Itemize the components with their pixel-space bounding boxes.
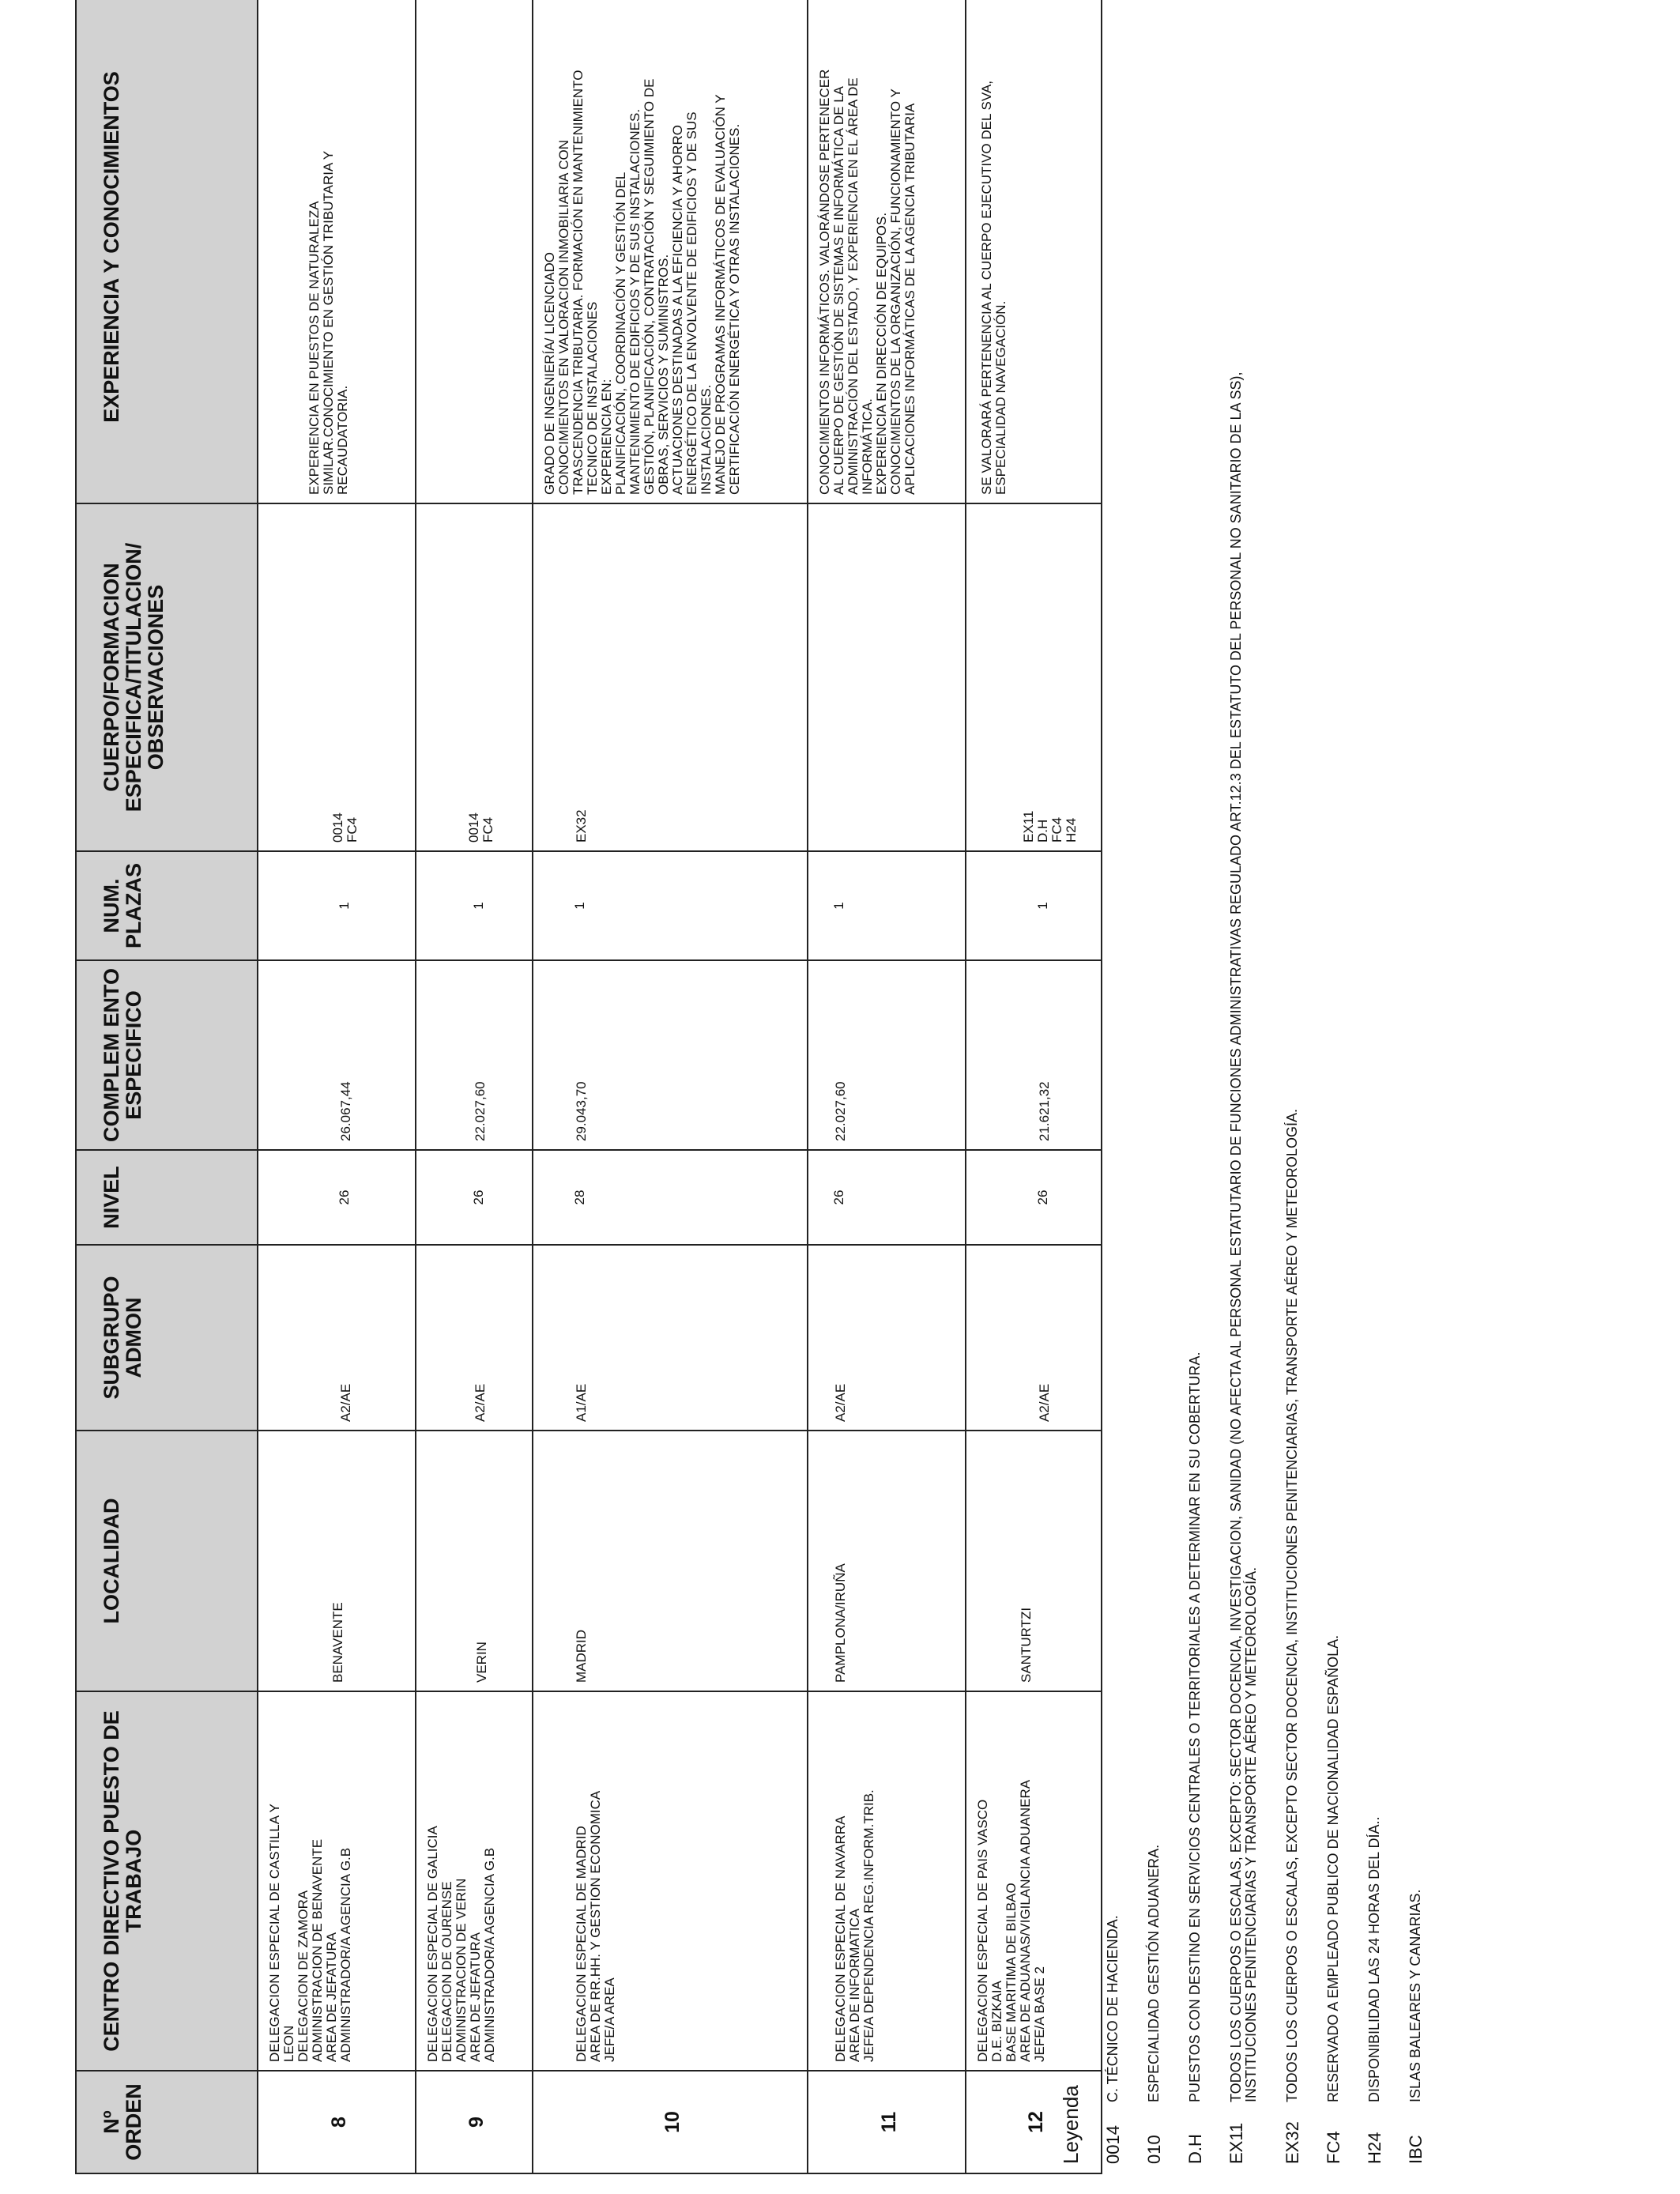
localidad-cell — [808, 1431, 966, 1691]
experiencia-line: PLANIFICACIÓN, COORDINACIÓN Y GESTIÓN DEL — [613, 172, 628, 495]
plazas-value: 1 — [831, 902, 846, 910]
experiencia-line: ENERGÉTICO DE LA ENVOLVENTE DE EDIFICIOS Y DE SUS — [684, 111, 699, 495]
legend-code: 0014 — [1103, 2125, 1123, 2164]
centro-line: LEON — [281, 2025, 296, 2062]
localidad-cell — [258, 1431, 416, 1691]
experiencia-line: MANEJO DE PROGRAMAS INFORMÁTICOS DE EVALUACIÓN Y — [713, 94, 728, 495]
localidad-value: BENAVENTE — [330, 1602, 345, 1683]
centro-line: D.E. BIZKAIA — [989, 1981, 1004, 2062]
experiencia-cell — [416, 0, 533, 503]
table-row — [533, 0, 808, 2173]
centro-line: DELEGACION ESPECIAL DE MADRID — [574, 1826, 589, 2062]
experiencia-line: CONOCIMIENTOS INFORMÁTICOS. VALORÁNDOSE PERTENECER — [817, 69, 832, 495]
legend-text-line: C. TÉCNICO DE HACIENDA. — [1105, 1915, 1121, 2102]
complemento-value: 29.043,70 — [574, 1081, 589, 1141]
cuerpo-cell — [533, 503, 808, 851]
experiencia-line: MANTENIMIENTO DE EDIFICIOS Y DE SUS INSTALACIONES. — [627, 108, 642, 495]
centro-line: ADMINISTRADOR/A AGENCIA G.B — [482, 1847, 497, 2062]
legend-text-line: INSTITUCIONES PENITENCIARIAS Y TRANSPORTE AÉREO Y METEOROLOGÍA. — [1243, 1566, 1259, 2102]
experiencia-line: ESPECIALIDAD NAVEGACIÓN. — [993, 300, 1008, 495]
cuerpo-code: FC4 — [480, 816, 495, 843]
header-plazas: NUM. PLAZAS — [76, 851, 258, 960]
centro-cell — [808, 1691, 966, 2071]
experiencia-line: CERTIFICACIÓN ENERGÉTICA Y OTRAS INSTALACIONES. — [727, 123, 742, 495]
centro-cell — [416, 1691, 533, 2071]
table-row — [808, 0, 966, 2173]
legend-code: 010 — [1144, 2135, 1164, 2164]
header-orden: Nº ORDEN — [76, 2071, 258, 2173]
legend-code: EX11 — [1226, 2122, 1246, 2164]
vacancies-table — [75, 0, 1102, 2174]
experiencia-cell — [533, 0, 808, 503]
orden-cell: 11 — [808, 2071, 966, 2173]
experiencia-line: GRADO DE INGENIERÍA/ LICENCIADO — [542, 252, 557, 495]
legend-item — [1285, 30, 1300, 2164]
experiencia-cell — [258, 0, 416, 503]
experiencia-line: TECNICO DE INSTALACIONES — [585, 301, 600, 495]
experiencia-line: ADMINISTRACIÓN DEL ESTADO, Y EXPERIENCIA EN EL ÁREA DE — [846, 77, 861, 495]
legend-code: FC4 — [1324, 2131, 1343, 2164]
centro-line: AREA DE INFORMATICA — [847, 1908, 862, 2062]
experiencia-line: ACTUACIONES DESTINADAS A LA EFICIENCIA Y AHORRO — [670, 125, 685, 495]
experiencia-line: EXPERIENCIA EN DIRECCIÓN DE EQUIPOS. — [874, 212, 889, 495]
legend-text — [1408, 30, 1423, 2102]
plazas-value: 1 — [337, 902, 352, 910]
centro-line: JEFE/A BASE 2 — [1032, 1966, 1047, 2062]
legend-text — [1285, 30, 1300, 2102]
nivel-cell — [533, 1150, 808, 1245]
plazas-cell — [533, 851, 808, 960]
centro-line: DELEGACION ESPECIAL DE CASTILLA Y — [267, 1804, 282, 2062]
plazas-value: 1 — [1035, 902, 1050, 910]
centro-line: DELEGACION DE OURENSE — [439, 1881, 454, 2062]
legend-text — [1147, 30, 1162, 2102]
legend-code: IBC — [1406, 2135, 1426, 2164]
cuerpo-code: H24 — [1064, 817, 1079, 843]
subgrupo-value: A2/AE — [473, 1383, 488, 1422]
cuerpo-cell — [258, 503, 416, 851]
centro-line: AREA DE JEFATURA — [468, 1932, 483, 2062]
centro-cell — [533, 1691, 808, 2071]
experiencia-line: CONOCIMIENTOS DE LA ORGANIZACIÓN, FUNCIONAMIENTO Y — [888, 89, 903, 495]
experiencia-line: EXPERIENCIA EN PUESTOS DE NATURALEZA — [307, 201, 322, 495]
legend — [1059, 30, 1449, 2164]
legend-code: D.H — [1185, 2134, 1205, 2164]
cuerpo-cell — [808, 503, 966, 851]
legend-item — [1326, 30, 1341, 2164]
orden-cell: 10 — [533, 2071, 808, 2173]
nivel-cell — [808, 1150, 966, 1245]
centro-line: ADMINISTRACION DE VERIN — [454, 1878, 469, 2062]
experiencia-line: EXPERIENCIA EN: — [599, 379, 614, 495]
legend-text — [1326, 30, 1341, 2102]
localidad-value: PAMPLONA/IRUÑA — [833, 1563, 848, 1683]
plazas-cell — [416, 851, 533, 960]
centro-line: AREA DE RR.HH. Y GESTION ECONOMICA — [588, 1790, 603, 2062]
legend-item — [1406, 30, 1426, 2164]
nivel-cell — [258, 1150, 416, 1245]
cuerpo-code: FC4 — [1049, 816, 1064, 843]
cuerpo-code: EX11 — [1021, 810, 1036, 843]
nivel-value: 26 — [1035, 1189, 1050, 1205]
cuerpo-cell — [416, 503, 533, 851]
subgrupo-value: A2/AE — [833, 1383, 848, 1422]
cuerpo-code: 0014 — [330, 812, 345, 843]
legend-item — [1144, 30, 1164, 2164]
centro-line: DELEGACION DE ZAMORA — [296, 1890, 311, 2062]
header-subgrupo: SUBGRUPO ADMON — [76, 1245, 258, 1431]
nivel-value: 26 — [831, 1189, 846, 1205]
experiencia-line: APLICACIONES INFORMÁTICAS DE LA AGENCIA TRIBUTARIA — [902, 103, 917, 495]
legend-code: EX32 — [1283, 2121, 1302, 2164]
header-cuerpo: CUERPO/FORMACION ESPECIFICA/TITULACION/ OBSERVACIONES — [76, 503, 258, 851]
experiencia-line: AL CUERPO DE GESTIÓN DE SISTEMAS E INFORMÁTICA DE LA — [831, 85, 846, 495]
localidad-value: MADRID — [574, 1629, 589, 1683]
table-row — [416, 0, 533, 2173]
centro-line: AREA DE JEFATURA — [324, 1932, 339, 2062]
orden-cell: 9 — [416, 2071, 533, 2173]
nivel-cell — [416, 1150, 533, 1245]
plazas-value: 1 — [471, 902, 486, 910]
centro-line: BASE MARITIMA DE BILBAO — [1004, 1883, 1019, 2062]
complemento-value: 22.027,60 — [473, 1081, 488, 1141]
table-row — [258, 0, 416, 2173]
subgrupo-cell — [258, 1245, 416, 1431]
complemento-value: 21.621,32 — [1037, 1081, 1052, 1141]
cuerpo-code: FC4 — [345, 816, 360, 843]
plazas-value: 1 — [572, 902, 587, 910]
subgrupo-value: A2/AE — [1037, 1383, 1052, 1422]
centro-line: DELEGACION ESPECIAL DE GALICIA — [425, 1826, 440, 2062]
experiencia-line: SIMILAR.CONOCIMIENTO EN GESTIÓN TRIBUTARIA Y — [321, 150, 336, 495]
centro-line: DELEGACION ESPECIAL DE PAIS VASCO — [975, 1799, 990, 2062]
legend-text-line: DISPONIBILIDAD LAS 24 HORAS DEL DÍA.. — [1366, 1816, 1382, 2102]
legend-text — [1188, 30, 1203, 2102]
centro-line: AREA DE ADUANAS/VIGILANCIA ADUANERA — [1018, 1779, 1033, 2062]
legend-item — [1367, 30, 1382, 2164]
nivel-value: 26 — [337, 1189, 352, 1205]
cuerpo-code: EX32 — [574, 809, 589, 843]
header-experiencia: EXPERIENCIA Y CONOCIMIENTOS — [76, 0, 258, 503]
cuerpo-code: 0014 — [466, 812, 481, 843]
subgrupo-cell — [808, 1245, 966, 1431]
plazas-cell — [258, 851, 416, 960]
experiencia-line: INFORMÁTICA. — [860, 398, 875, 495]
experiencia-line: RECAUDATORIA. — [335, 385, 350, 495]
experiencia-line: OBRAS, SERVICIOS Y SUMINISTROS. — [656, 254, 671, 495]
localidad-cell — [416, 1431, 533, 1691]
experiencia-line: CONOCIMIENTOS EN VALORACION INMOBILIARIA CON — [556, 140, 571, 495]
experiencia-line: INSTALACIONES. — [699, 384, 714, 495]
subgrupo-value: A2/AE — [338, 1383, 353, 1422]
table-header-row — [76, 0, 258, 2173]
legend-text — [1229, 30, 1259, 2102]
nivel-value: 28 — [572, 1189, 587, 1205]
localidad-value: SANTURTZI — [1019, 1607, 1034, 1683]
legend-text-line: ESPECIALIDAD GESTIÓN ADUANERA. — [1146, 1844, 1162, 2102]
legend-item — [1226, 30, 1259, 2164]
experiencia-line: SE VALORARÁ PERTENENCIA AL CUERPO EJECUTIVO DEL SVA, — [979, 80, 994, 495]
legend-text — [1367, 30, 1382, 2102]
legend-item — [1185, 30, 1205, 2164]
legend-item — [1103, 30, 1123, 2164]
centro-line: ADMINISTRACION DE BENAVENTE — [310, 1838, 325, 2062]
complemento-value: 22.027,60 — [833, 1081, 848, 1141]
nivel-value: 26 — [471, 1189, 486, 1205]
localidad-cell — [533, 1431, 808, 1691]
legend-text-line: TODOS LOS CUERPOS O ESCALAS, EXCEPTO: SECTOR DOCENCIA, INVESTIGACION, SANIDAD (NO AFECTA AL PERSONAL ESTATUTARIO DE FUNCIONES ADMINISTRATIVAS REGULADO ART.12.3 DEL ESTATUTO DEL PERSONAL NO SANITARIO DE LA SS), — [1228, 371, 1244, 2102]
complemento-cell — [533, 960, 808, 1150]
header-centro: CENTRO DIRECTIVO PUESTO DE TRABAJO — [76, 1691, 258, 2071]
subgrupo-cell — [416, 1245, 533, 1431]
legend-text-line: RESERVADO A EMPLEADO PUBLICO DE NACIONALIDAD ESPAÑOLA. — [1325, 1634, 1341, 2102]
centro-line: JEFE/A DEPENDENCIA REG.INFORM.TRIB. — [861, 1789, 876, 2062]
complemento-cell — [416, 960, 533, 1150]
complemento-value: 26.067,44 — [338, 1081, 353, 1141]
legend-code: H24 — [1365, 2132, 1384, 2164]
centro-line: JEFE/A AREA — [602, 1977, 617, 2062]
plazas-cell — [808, 851, 966, 960]
header-nivel: NIVEL — [76, 1150, 258, 1245]
experiencia-line: TRASCENDENCIA TRIBUTARIA. FORMACIÓN EN MANTENIMIENTO — [571, 70, 586, 495]
centro-line: DELEGACION ESPECIAL DE NAVARRA — [833, 1815, 848, 2062]
header-complemento: COMPLEM ENTO ESPECIFICO — [76, 960, 258, 1150]
subgrupo-cell — [533, 1245, 808, 1431]
localidad-value: VERIN — [474, 1642, 489, 1683]
centro-line: ADMINISTRADOR/A AGENCIA G.B — [338, 1847, 353, 2062]
experiencia-cell — [808, 0, 966, 503]
complemento-cell — [258, 960, 416, 1150]
header-localidad: LOCALIDAD — [76, 1431, 258, 1691]
cuerpo-code: D.H — [1035, 819, 1050, 843]
complemento-cell — [808, 960, 966, 1150]
legend-text — [1106, 30, 1121, 2102]
legend-text-line: ISLAS BALEARES Y CANARIAS. — [1407, 1889, 1423, 2102]
legend-title: Leyenda — [1059, 2085, 1083, 2164]
legend-text-line: TODOS LOS CUERPOS O ESCALAS, EXCEPTO SECTOR DOCENCIA, INSTITUCIONES PENITENCIARIAS, TRANSPORTE AÉREO Y METEOROLOGÍA. — [1284, 1109, 1300, 2102]
subgrupo-value: A1/AE — [574, 1383, 589, 1422]
legend-text-line: PUESTOS CON DESTINO EN SERVICIOS CENTRALES O TERRITORIALES A DETERMINAR EN SU COBERTURA. — [1187, 1351, 1203, 2102]
orden-cell: 12 — [966, 2071, 1102, 2173]
centro-cell — [258, 1691, 416, 2071]
orden-cell: 8 — [258, 2071, 416, 2173]
experiencia-line: GESTIÓN, PLANIFICACIÓN, CONTRATACIÓN Y SEGUIMIENTO DE — [642, 78, 657, 495]
